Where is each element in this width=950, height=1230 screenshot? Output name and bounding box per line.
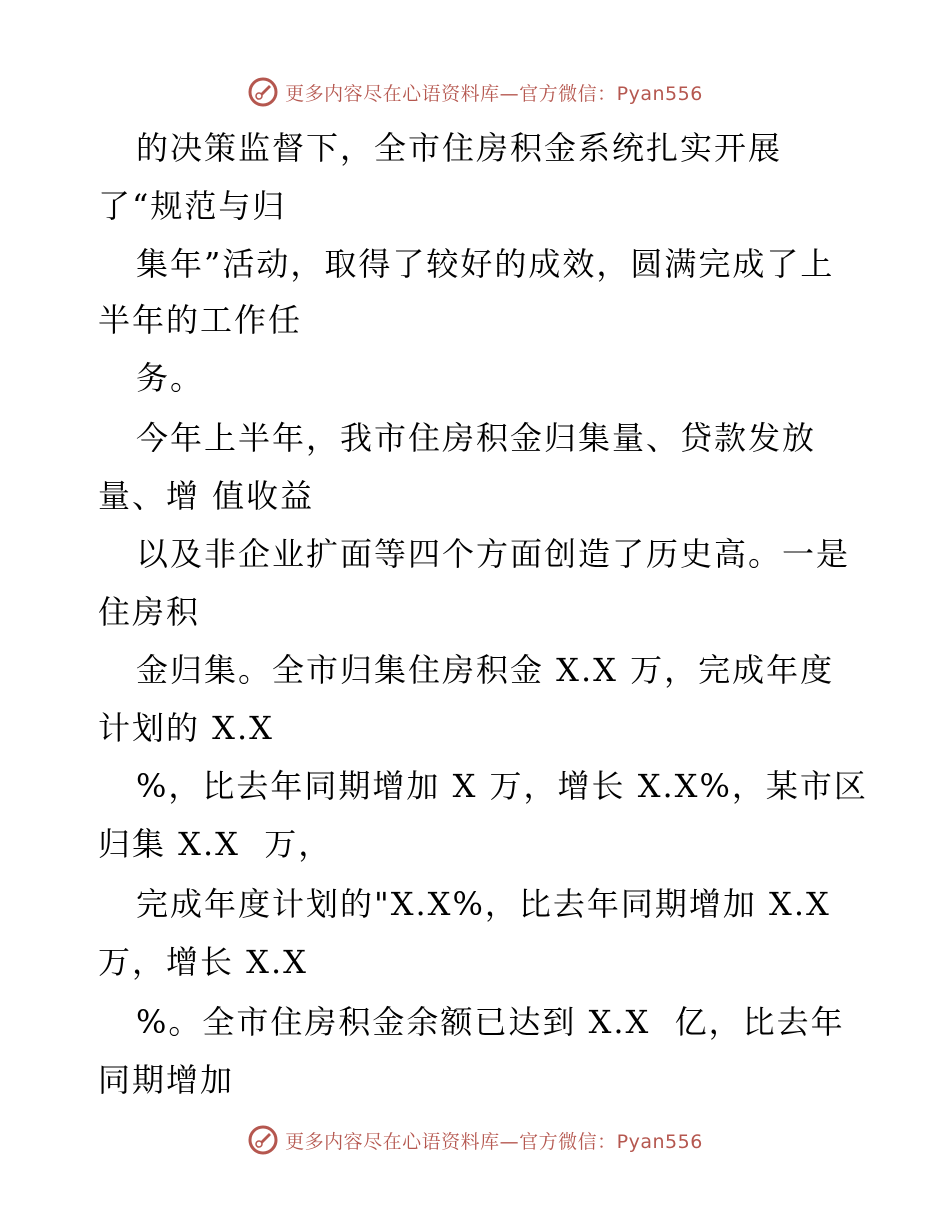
body-line: 归集 X.X 万， xyxy=(98,825,333,863)
body-line: 的决策监督下，全市住房积金系统扎实开展 xyxy=(136,129,783,167)
footer-banner-text: 更多内容尽在心语资料库—官方微信：Pyan556 xyxy=(285,1130,703,1153)
header-watermark-banner xyxy=(0,72,950,112)
body-line: 了“规范与归 xyxy=(98,187,287,225)
body-line: 以及非企业扩面等四个方面创造了历史高。一是 xyxy=(136,535,851,573)
body-line: 今年上半年，我市住房积金归集量、贷款发放 xyxy=(136,419,817,457)
footer-watermark-banner xyxy=(0,1120,950,1160)
header-banner-text: 更多内容尽在心语资料库—官方微信：Pyan556 xyxy=(285,82,703,105)
body-line: 计划的 X.X xyxy=(98,709,274,747)
brand-logo-icon xyxy=(247,76,279,108)
body-line: 万，增长 X.X xyxy=(98,943,308,981)
body-line: 金归集。全市归集住房积金 X.X 万，完成年度 xyxy=(136,651,835,689)
body-line: %。全市住房积金余额已达到 X.X 亿，比去年 xyxy=(136,1003,845,1041)
body-line: 同期增加 xyxy=(98,1061,235,1099)
body-line: 集年”活动，取得了较好的成效，圆满完成了上 xyxy=(136,245,835,283)
body-line: 半年的工作任 xyxy=(98,301,303,339)
brand-logo-icon xyxy=(247,1124,279,1156)
body-line: 务。 xyxy=(136,359,205,397)
body-line: %，比去年同期增加 X 万，增长 X.X%，某市区 xyxy=(136,767,868,805)
body-line: 住房积 xyxy=(98,593,201,631)
body-line: 量、增 值收益 xyxy=(98,477,315,515)
body-line: 完成年度计划的"X.X%，比去年同期增加 X.X xyxy=(136,885,831,923)
